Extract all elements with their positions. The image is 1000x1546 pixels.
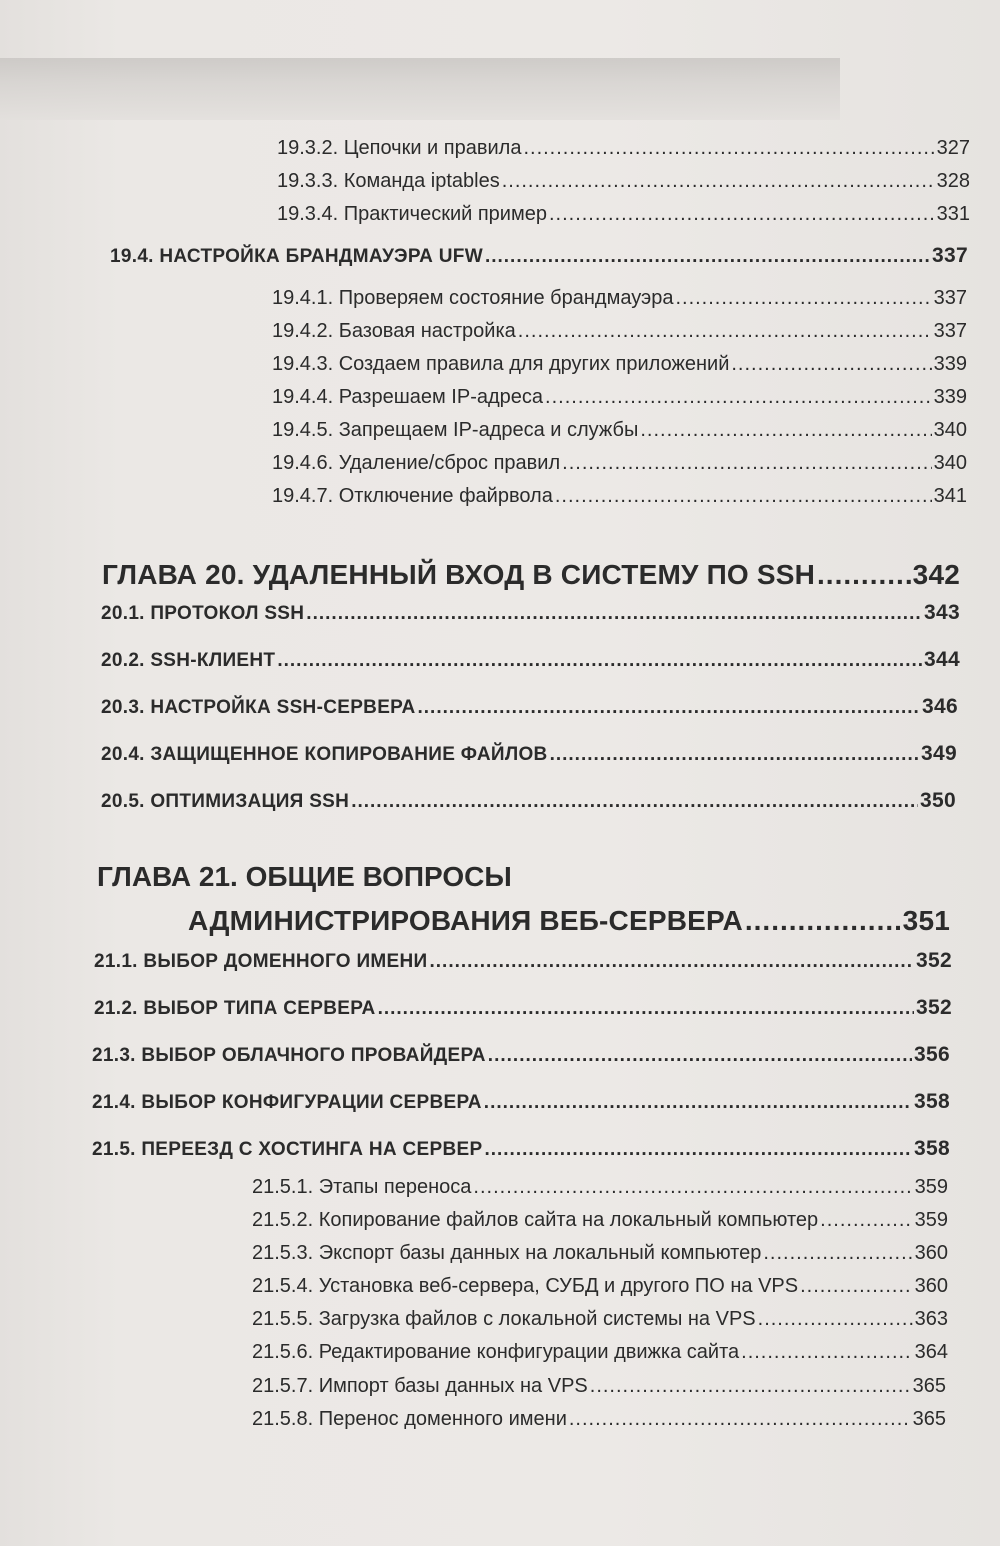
toc-section-20-5[interactable]: [101, 789, 956, 813]
entry-title: 20.3. НАСТРОЙКА SSH-СЕРВЕРА: [101, 697, 416, 718]
entry-title: 20.4. ЗАЩИЩЕННОЕ КОПИРОВАНИЕ ФАЙЛОВ: [101, 744, 548, 765]
toc-section-21-4[interactable]: [92, 1090, 950, 1114]
entry-page: 363: [914, 1308, 948, 1330]
dot-leader: [745, 905, 901, 937]
toc-section-21-2[interactable]: [94, 996, 952, 1020]
dot-leader: [378, 998, 914, 1020]
entry-title: 20.2. SSH-КЛИЕНТ: [101, 650, 276, 671]
entry-page: 365: [912, 1375, 946, 1397]
toc-section-20-2[interactable]: [101, 648, 960, 672]
dot-leader: [590, 1375, 911, 1398]
dot-leader: [485, 246, 930, 268]
entry-page: 360: [914, 1275, 948, 1297]
dot-leader: [306, 603, 922, 625]
entry-title: 19.4. НАСТРОЙКА БРАНДМАУЭРА UFW: [110, 246, 483, 267]
toc-entry-19-4-7[interactable]: [272, 485, 967, 508]
entry-page: 346: [922, 695, 958, 718]
entry-page: 352: [916, 996, 952, 1019]
entry-title: 19.4.4. Разрешаем IP-адреса: [272, 386, 544, 408]
dot-leader: [545, 386, 932, 409]
chapter-title: АДМИНИСТРИРОВАНИЯ ВЕБ-СЕРВЕРА: [188, 905, 743, 936]
dot-leader: [800, 1275, 913, 1298]
dot-leader: [550, 744, 919, 766]
dot-leader: [488, 1045, 912, 1067]
dot-leader: [549, 203, 935, 226]
toc-entry-19-4-6[interactable]: [272, 452, 967, 475]
scan-shadow-band: [0, 58, 840, 120]
entry-page: 328: [936, 170, 970, 192]
entry-title: 21.5.6. Редактирование конфигурации движка сайта: [252, 1341, 740, 1363]
toc-chapter-21[interactable]: [188, 905, 950, 937]
toc-entry-21-5-7[interactable]: [252, 1375, 946, 1398]
toc-chapter-20[interactable]: [102, 559, 960, 591]
dot-leader: [741, 1341, 912, 1364]
entry-title: 21.4. ВЫБОР КОНФИГУРАЦИИ СЕРВЕРА: [92, 1092, 482, 1113]
entry-title: 19.3.2. Цепочки и правила: [277, 137, 522, 159]
entry-title: 21.5.1. Этапы переноса: [252, 1176, 472, 1198]
toc-entry-19-4-5[interactable]: [272, 419, 967, 442]
entry-page: 344: [924, 648, 960, 671]
dot-leader: [351, 791, 918, 813]
toc-entry-19-3-2[interactable]: [277, 137, 970, 160]
dot-leader: [473, 1176, 912, 1199]
entry-page: 337: [933, 287, 967, 309]
dot-leader: [675, 287, 931, 310]
entry-page: 341: [933, 485, 967, 507]
entry-page: 350: [920, 789, 956, 812]
toc-entry-21-5-2[interactable]: [252, 1209, 948, 1232]
toc-entry-21-5-3[interactable]: [252, 1242, 948, 1265]
dot-leader: [569, 1408, 911, 1431]
dot-leader: [731, 353, 931, 376]
entry-title: 19.4.6. Удаление/сброс правил: [272, 452, 561, 474]
toc-entry-21-5-8[interactable]: [252, 1408, 946, 1431]
dot-leader: [484, 1092, 912, 1114]
toc-section-21-3[interactable]: [92, 1043, 950, 1067]
toc-section-21-5[interactable]: [92, 1137, 950, 1161]
dot-leader: [502, 170, 935, 193]
toc-entry-19-3-3[interactable]: [277, 170, 970, 193]
toc-entry-21-5-4[interactable]: [252, 1275, 948, 1298]
entry-page: 358: [914, 1137, 950, 1160]
entry-title: 21.5.7. Импорт базы данных на VPS: [252, 1375, 588, 1397]
toc-section-20-3[interactable]: [101, 695, 958, 719]
entry-page: 359: [914, 1209, 948, 1231]
chapter-page: 342: [912, 559, 960, 590]
entry-page: 343: [924, 601, 960, 624]
entry-page: 340: [933, 419, 967, 441]
toc-entry-21-5-5[interactable]: [252, 1308, 948, 1331]
entry-page: 359: [914, 1176, 948, 1198]
chapter-title: ГЛАВА 20. УДАЛЕННЫЙ ВХОД В СИСТЕМУ ПО SSH: [102, 559, 816, 590]
entry-title: 19.4.2. Базовая настройка: [272, 320, 516, 342]
entry-title: 21.5.5. Загрузка файлов с локальной системы на VPS: [252, 1308, 756, 1330]
entry-title: 21.5.2. Копирование файлов сайта на локальный компьютер: [252, 1209, 819, 1231]
dot-leader: [562, 452, 931, 475]
entry-title: 21.5. ПЕРЕЕЗД С ХОСТИНГА НА СЕРВЕР: [92, 1139, 483, 1160]
toc-entry-19-4-2[interactable]: [272, 320, 967, 343]
entry-title: 21.1. ВЫБОР ДОМЕННОГО ИМЕНИ: [94, 951, 428, 972]
dot-leader: [763, 1242, 912, 1265]
dot-leader: [817, 559, 911, 591]
entry-title: 21.3. ВЫБОР ОБЛАЧНОГО ПРОВАЙДЕРА: [92, 1045, 486, 1066]
dot-leader: [418, 697, 921, 719]
entry-page: 356: [914, 1043, 950, 1066]
dot-leader: [484, 1139, 912, 1161]
toc-entry-19-4-1[interactable]: [272, 287, 967, 310]
entry-title: 21.5.8. Перенос доменного имени: [252, 1408, 567, 1430]
entry-title: 21.2. ВЫБОР ТИПА СЕРВЕРА: [94, 998, 376, 1019]
toc-entry-19-4-3[interactable]: [272, 353, 967, 376]
toc-section-21-1[interactable]: [94, 949, 952, 973]
entry-title: 20.5. ОПТИМИЗАЦИЯ SSH: [101, 791, 350, 812]
entry-title: 19.4.3. Создаем правила для других приложений: [272, 353, 730, 375]
dot-leader: [640, 419, 931, 442]
toc-entry-21-5-1[interactable]: [252, 1176, 948, 1199]
dot-leader: [430, 951, 915, 973]
toc-entry-19-3-4[interactable]: [277, 203, 970, 226]
dot-leader: [555, 485, 932, 508]
dot-leader: [523, 137, 934, 160]
dot-leader: [820, 1209, 912, 1232]
entry-page: 337: [933, 320, 967, 342]
entry-page: 360: [914, 1242, 948, 1264]
entry-page: 349: [921, 742, 957, 765]
toc-section-19-4[interactable]: [110, 244, 968, 268]
entry-title: 20.1. ПРОТОКОЛ SSH: [101, 603, 305, 624]
dot-leader: [277, 650, 922, 672]
toc-section-20-4[interactable]: [101, 742, 957, 766]
toc-chapter-21-title-line1[interactable]: ГЛАВА 21. ОБЩИЕ ВОПРОСЫ: [97, 861, 512, 892]
entry-page: 340: [933, 452, 967, 474]
dot-leader: [758, 1308, 913, 1331]
entry-page: 331: [936, 203, 970, 225]
entry-page: 337: [932, 244, 968, 267]
entry-title: 19.4.5. Запрещаем IP-адреса и службы: [272, 419, 639, 441]
dot-leader: [518, 320, 932, 343]
entry-page: 339: [933, 353, 967, 375]
entry-page: 358: [914, 1090, 950, 1113]
entry-title: 21.5.4. Установка веб-сервера, СУБД и другого ПО на VPS: [252, 1275, 799, 1297]
chapter-page: 351: [902, 905, 950, 936]
entry-title: 19.4.7. Отключение файрвола: [272, 485, 553, 507]
entry-page: 352: [916, 949, 952, 972]
entry-title: 21.5.3. Экспорт базы данных на локальный компьютер: [252, 1242, 762, 1264]
entry-title: 19.3.4. Практический пример: [277, 203, 547, 225]
toc-entry-21-5-6[interactable]: [252, 1341, 948, 1364]
entry-page: 365: [912, 1408, 946, 1430]
entry-title: 19.3.3. Команда iptables: [277, 170, 500, 192]
entry-page: 364: [914, 1341, 948, 1363]
entry-title: 19.4.1. Проверяем состояние брандмауэра: [272, 287, 674, 309]
toc-entry-19-4-4[interactable]: [272, 386, 967, 409]
entry-page: 327: [936, 137, 970, 159]
toc-section-20-1[interactable]: [101, 601, 960, 625]
entry-page: 339: [933, 386, 967, 408]
